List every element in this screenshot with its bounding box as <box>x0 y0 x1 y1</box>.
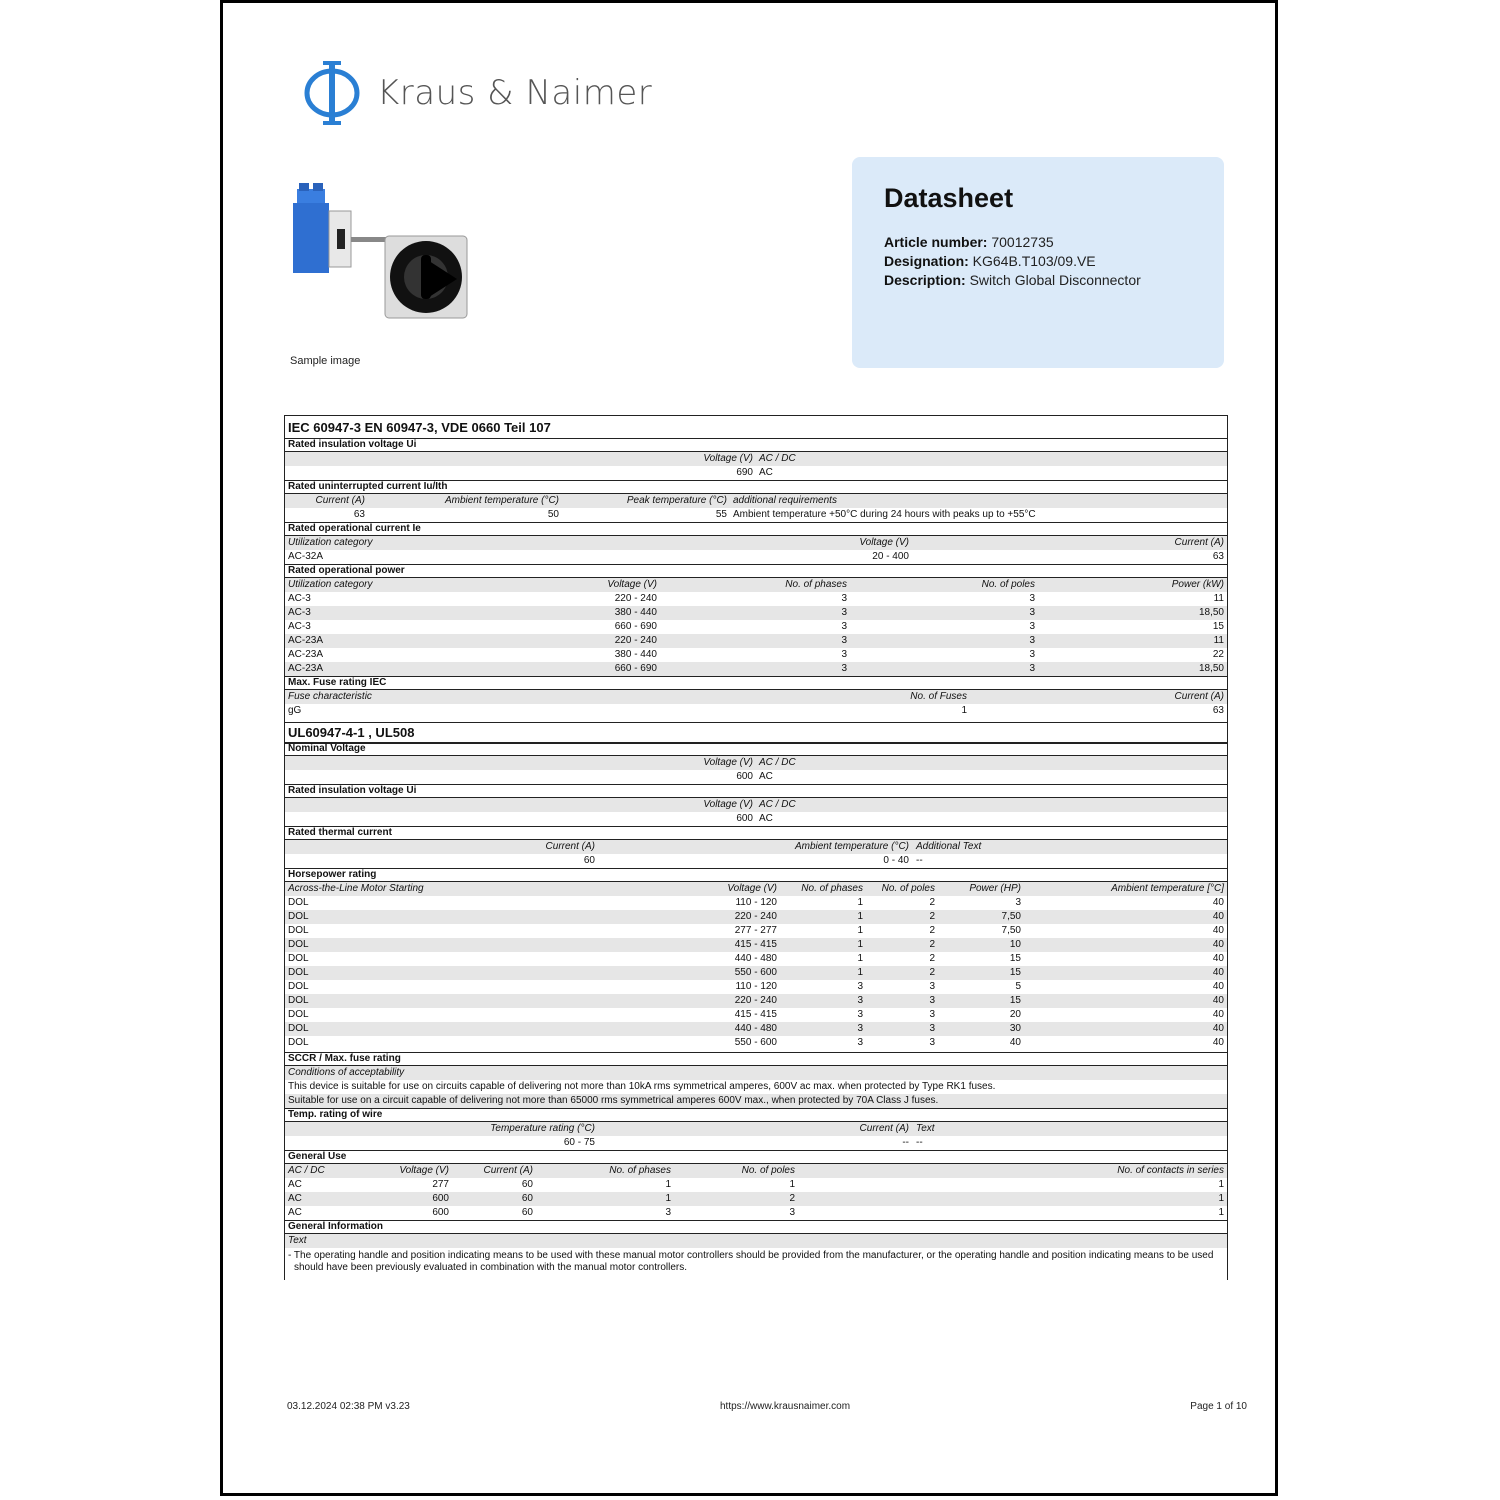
table-cell: 2 <box>789 1193 795 1204</box>
table-cell: 3 <box>857 981 863 992</box>
iec-insulation-label: Rated insulation voltage Ui <box>285 438 1227 452</box>
table-cell: 3 <box>929 995 935 1006</box>
table-row <box>285 1022 1227 1036</box>
table-cell: AC <box>288 1193 302 1204</box>
table-cell: 277 - 277 <box>734 925 777 936</box>
table-cell: 40 <box>1212 1009 1224 1020</box>
table-cell: DOL <box>288 939 309 950</box>
table-cell: 3 <box>857 1009 863 1020</box>
table-cell: 3 <box>857 995 863 1006</box>
table-row: Current (A) Ambient temperature (°C) Additional Text <box>285 840 1227 854</box>
image-caption: Sample image <box>290 355 361 367</box>
table-cell: 380 - 440 <box>614 649 657 660</box>
table-row <box>285 1206 1227 1220</box>
table-cell: AC <box>288 1179 302 1190</box>
table-row: Text <box>285 1234 1227 1248</box>
table-cell: 3 <box>841 621 847 632</box>
iec-operational-current-label: Rated operational current Ie <box>285 522 1227 536</box>
table-cell: 550 - 600 <box>734 967 777 978</box>
article-label: Article number: <box>884 234 988 250</box>
table-cell: 40 <box>1212 897 1224 908</box>
table-row <box>285 966 1227 980</box>
table-cell: 2 <box>929 911 935 922</box>
table-cell: 415 - 415 <box>734 939 777 950</box>
table-cell: 3 <box>929 1037 935 1048</box>
footer-website-link[interactable]: https://www.krausnaimer.com <box>720 1401 851 1412</box>
table-row: Current (A) Ambient temperature (°C) Peak temperature (°C) additional requirements <box>285 494 1227 508</box>
table-cell: 3 <box>929 1023 935 1034</box>
table-row <box>285 1192 1227 1206</box>
table-cell: 550 - 600 <box>734 1037 777 1048</box>
table-cell: 40 <box>1009 1037 1021 1048</box>
table-cell: DOL <box>288 953 309 964</box>
table-cell: 1 <box>857 967 863 978</box>
table-row: Utilization category Voltage (V) Current (A) <box>285 536 1227 550</box>
description-label: Description: <box>884 272 966 288</box>
table-cell: 3 <box>841 663 847 674</box>
table-cell: 277 <box>432 1179 449 1190</box>
table-cell: 2 <box>929 967 935 978</box>
table-row <box>285 994 1227 1008</box>
table-cell: 220 - 240 <box>734 911 777 922</box>
table-cell: 7,50 <box>1001 925 1021 936</box>
table-row <box>285 1008 1227 1022</box>
table-row: 600 AC <box>736 813 773 824</box>
table-cell: 2 <box>929 939 935 950</box>
table-cell: DOL <box>288 1023 309 1034</box>
table-cell: 60 <box>521 1193 533 1204</box>
table-cell: DOL <box>288 911 309 922</box>
table-row: Voltage (V) AC / DC <box>285 756 1227 770</box>
designation-label: Designation: <box>884 253 969 269</box>
table-row <box>285 980 1227 994</box>
table-row: gG 1 63 <box>288 705 1224 716</box>
table-cell: AC-23A <box>288 663 324 674</box>
kraus-naimer-logo-icon <box>303 59 361 127</box>
table-row <box>285 634 1227 648</box>
table-row: Fuse characteristic No. of Fuses Current (A) <box>285 690 1227 704</box>
table-row: Utilization category Voltage (V) No. of phases No. of poles Power (kW) <box>285 578 1227 592</box>
table-cell: 220 - 240 <box>614 635 657 646</box>
table-cell: 60 <box>521 1179 533 1190</box>
table-cell: 11 <box>1213 635 1224 646</box>
table-cell: 1 <box>1218 1179 1224 1190</box>
table-row <box>285 924 1227 938</box>
table-cell: 2 <box>929 897 935 908</box>
ul-section-title: UL60947-4-1 , UL508 <box>285 722 1227 744</box>
table-row <box>285 648 1227 662</box>
table-cell: 1 <box>1218 1193 1224 1204</box>
table-cell: 3 <box>665 1207 671 1218</box>
table-cell: 110 - 120 <box>735 897 777 908</box>
table-cell: 3 <box>1029 607 1035 618</box>
table-cell: 2 <box>929 953 935 964</box>
table-cell: AC <box>288 1207 302 1218</box>
table-cell: 3 <box>857 1037 863 1048</box>
description-value: Switch Global Disconnector <box>969 272 1141 288</box>
table-cell: 600 <box>432 1207 449 1218</box>
table-row: 690 AC <box>736 467 773 478</box>
datasheet-info-box <box>852 157 1224 368</box>
table-row <box>285 938 1227 952</box>
table-cell: 380 - 440 <box>614 607 657 618</box>
datasheet-page <box>220 0 1278 1496</box>
table-cell: 3 <box>1029 635 1035 646</box>
ul-sccr-label: SCCR / Max. fuse rating <box>285 1052 1227 1066</box>
table-row: Conditions of acceptability <box>285 1066 1227 1080</box>
table-row: Across-the-Line Motor Starting Voltage (V) No. of phases No. of poles Power (HP) Ambient temperature [°C] <box>285 882 1227 896</box>
general-info-text: - The operating handle and position indicating means to be used with these manual motor controllers should be provided from the manufacturer, or the operating handle and position indicating means to be used should have been previously evaluated in combination with the manual motor controllers. <box>288 1250 1214 1273</box>
table-cell: 440 - 480 <box>734 953 777 964</box>
article-value: 70012735 <box>991 234 1054 250</box>
table-cell: 60 <box>521 1207 533 1218</box>
table-cell: 15 <box>1212 621 1224 632</box>
table-cell: 1 <box>857 939 863 950</box>
table-cell: 1 <box>665 1193 671 1204</box>
table-cell: 440 - 480 <box>734 1023 777 1034</box>
ul-general-use-label: General Use <box>285 1150 1227 1164</box>
table-cell: 3 <box>841 635 847 646</box>
table-cell: 40 <box>1212 925 1224 936</box>
table-cell: 660 - 690 <box>614 663 657 674</box>
ul-thermal-label: Rated thermal current <box>285 826 1227 840</box>
table-cell: 15 <box>1009 995 1021 1006</box>
table-row <box>285 952 1227 966</box>
description <box>884 272 1141 288</box>
table-cell: 1 <box>857 953 863 964</box>
table-cell: DOL <box>288 967 309 978</box>
table-cell: 18,50 <box>1198 663 1224 674</box>
table-cell: AC-3 <box>288 621 311 632</box>
footer-timestamp: 03.12.2024 02:38 PM v3.23 <box>287 1401 410 1412</box>
table-row: 60 - 75 -- -- <box>563 1137 923 1148</box>
table-row <box>285 662 1227 676</box>
table-cell: DOL <box>288 1009 309 1020</box>
table-row: Voltage (V) AC / DC <box>285 798 1227 812</box>
table-cell: 11 <box>1213 593 1224 604</box>
table-cell: 40 <box>1212 953 1224 964</box>
table-cell: 3 <box>929 981 935 992</box>
table-row <box>285 1178 1227 1192</box>
table-row: Suitable for use on a circuit capable of delivering not more than 65000 rms symmetrical amperes 600V max., when protected by 70A Class J fuses. <box>285 1094 1227 1108</box>
ul-nominal-label: Nominal Voltage <box>285 742 1227 756</box>
table-row <box>285 606 1227 620</box>
table-cell: DOL <box>288 981 309 992</box>
ul-general-info-label: General Information <box>285 1220 1227 1234</box>
table-cell: 40 <box>1212 981 1224 992</box>
table-row <box>285 592 1227 606</box>
designation-value: KG64B.T103/09.VE <box>972 253 1096 269</box>
ul-insulation-label: Rated insulation voltage Ui <box>285 784 1227 798</box>
table-cell: DOL <box>288 925 309 936</box>
table-cell: DOL <box>288 1037 309 1048</box>
table-cell: 40 <box>1212 995 1224 1006</box>
table-row: AC-32A 20 - 400 63 <box>288 551 1224 562</box>
table-cell: 7,50 <box>1001 911 1021 922</box>
table-row <box>285 1036 1227 1050</box>
table-row <box>285 896 1227 910</box>
table-row: 600 AC <box>736 771 773 782</box>
table-cell: 3 <box>1029 649 1035 660</box>
iec-fuse-label: Max. Fuse rating IEC <box>285 676 1227 690</box>
table-cell: AC-3 <box>288 593 311 604</box>
table-cell: 3 <box>789 1207 795 1218</box>
table-cell: 18,50 <box>1198 607 1224 618</box>
table-row: Temperature rating (°C) Current (A) Text <box>285 1122 1227 1136</box>
table-cell: 220 - 240 <box>734 995 777 1006</box>
table-cell: 110 - 120 <box>735 981 777 992</box>
product-switch-image <box>285 181 485 331</box>
table-cell: 3 <box>929 1009 935 1020</box>
table-cell: 3 <box>841 593 847 604</box>
designation <box>884 253 1096 269</box>
table-cell: 3 <box>1015 897 1021 908</box>
table-cell: 40 <box>1212 939 1224 950</box>
table-cell: 1 <box>857 911 863 922</box>
table-cell: 30 <box>1009 1023 1021 1034</box>
iec-operational-power-label: Rated operational power <box>285 564 1227 578</box>
datasheet-title: Datasheet <box>884 183 1014 213</box>
table-cell: 1 <box>789 1179 795 1190</box>
table-cell: 15 <box>1009 967 1021 978</box>
spec-table <box>284 415 1228 1280</box>
table-row <box>285 910 1227 924</box>
iec-section-title: IEC 60947-3 EN 60947-3, VDE 0660 Teil 107 <box>285 418 1227 439</box>
table-cell: 415 - 415 <box>734 1009 777 1020</box>
table-cell: AC-23A <box>288 635 324 646</box>
table-cell: 1 <box>857 925 863 936</box>
table-cell: 40 <box>1212 967 1224 978</box>
table-cell: 40 <box>1212 911 1224 922</box>
table-cell: 15 <box>1009 953 1021 964</box>
table-cell: 600 <box>432 1193 449 1204</box>
table-cell: 1 <box>1218 1207 1224 1218</box>
table-cell: 3 <box>841 649 847 660</box>
table-cell: 22 <box>1212 649 1224 660</box>
table-cell: 5 <box>1015 981 1021 992</box>
table-cell: 3 <box>1029 593 1035 604</box>
table-cell: DOL <box>288 995 309 1006</box>
table-row: This device is suitable for use on circuits capable of delivering not more than 10kA rms symmetrical amperes, 600V ac max. when protected by Type RK1 fuses. <box>288 1081 996 1092</box>
table-row: 60 0 - 40 -- <box>583 855 923 866</box>
table-row: AC / DC Voltage (V) Current (A) No. of phases No. of poles No. of contacts in series <box>285 1164 1227 1178</box>
iec-uninterrupted-label: Rated uninterrupted current Iu/Ith <box>285 480 1227 494</box>
table-cell: AC-23A <box>288 649 324 660</box>
table-cell: 40 <box>1212 1023 1224 1034</box>
table-cell: 40 <box>1212 1037 1224 1048</box>
ul-horsepower-label: Horsepower rating <box>285 868 1227 882</box>
table-cell: DOL <box>288 897 309 908</box>
table-cell: 3 <box>857 1023 863 1034</box>
table-cell: 10 <box>1009 939 1021 950</box>
ul-wire-label: Temp. rating of wire <box>285 1108 1227 1122</box>
table-cell: 1 <box>857 897 863 908</box>
table-row <box>285 620 1227 634</box>
table-row: 63 50 55 Ambient temperature +50°C during 24 hours with peaks up to +55°C <box>353 509 1036 520</box>
table-cell: 20 <box>1009 1009 1021 1020</box>
footer-page-number: Page 1 of 10 <box>1190 1401 1247 1412</box>
table-cell: 660 - 690 <box>614 621 657 632</box>
article-number <box>884 234 1054 250</box>
table-cell: 220 - 240 <box>614 593 657 604</box>
table-cell: 1 <box>665 1179 671 1190</box>
table-cell: 3 <box>841 607 847 618</box>
table-row: Voltage (V) AC / DC <box>285 452 1227 466</box>
brand-name: Kraus & Naimer <box>377 73 653 113</box>
table-cell: AC-3 <box>288 607 311 618</box>
table-cell: 3 <box>1029 621 1035 632</box>
table-cell: 3 <box>1029 663 1035 674</box>
table-cell: 2 <box>929 925 935 936</box>
